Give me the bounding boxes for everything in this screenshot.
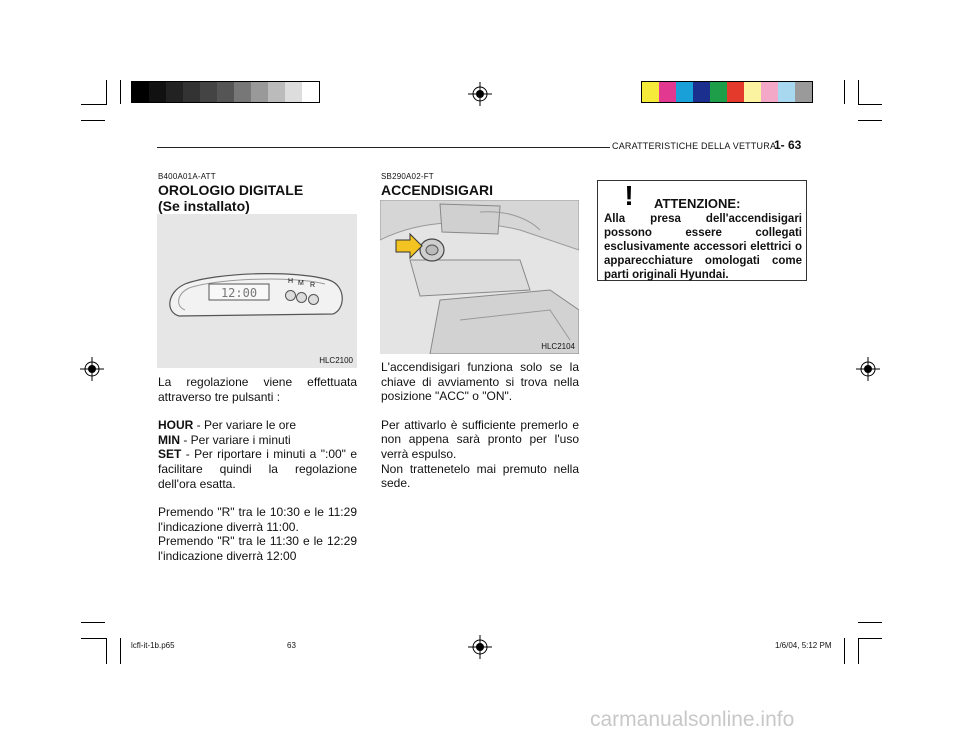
- section-title-clock: [158, 182, 303, 214]
- color-swatch: [727, 82, 744, 102]
- section-code: SB290A02-FT: [381, 172, 434, 181]
- color-swatch: [642, 82, 659, 102]
- paragraph: Non trattenetelo mai premuto nella sede.: [381, 461, 579, 491]
- color-swatch: [744, 82, 761, 102]
- color-swatch: [268, 82, 285, 102]
- paragraph: Premendo "R" tra le 10:30 e le 11:29 l'indicazione diverrà 11:00.: [158, 505, 357, 534]
- lighter-instructions: [381, 360, 579, 491]
- color-swatch: [693, 82, 710, 102]
- color-swatch: [234, 82, 251, 102]
- registration-mark-icon: [80, 357, 104, 381]
- color-swatch: [132, 82, 149, 102]
- reset-button-label: R: [310, 282, 316, 289]
- clock-figure: [157, 214, 357, 368]
- list-item: [158, 418, 357, 433]
- color-swatch: [149, 82, 166, 102]
- color-swatch: [200, 82, 217, 102]
- item-text: - Per variare le ore: [193, 418, 297, 433]
- figure-code: HLC2104: [541, 342, 575, 351]
- warning-title: ATTENZIONE:: [654, 196, 741, 211]
- page-number: 1- 63: [774, 138, 802, 152]
- footer-page: 63: [287, 641, 296, 650]
- footer-file: lcfl-it-1b.p65: [131, 641, 175, 650]
- color-swatch: [795, 82, 812, 102]
- hour-button[interactable]: [285, 290, 296, 301]
- header-rule: [157, 147, 610, 148]
- section-title-lighter: ACCENDISIGARI: [381, 182, 494, 198]
- color-swatch: [659, 82, 676, 102]
- title-line: OROLOGIO DIGITALE: [158, 182, 304, 198]
- lighter-figure: [380, 200, 579, 354]
- warning-text: Alla presa dell'accendisigari possono essere collegati esclusivamente accessori elettrici o apparecchiature omologati come parti originali Hyundai.: [604, 213, 802, 281]
- color-swatch: [710, 82, 727, 102]
- color-swatch: [778, 82, 795, 102]
- registration-mark-icon: [856, 357, 880, 381]
- registration-mark-icon: [468, 635, 492, 659]
- item-key: MIN: [158, 432, 180, 447]
- color-swatch: [761, 82, 778, 102]
- registration-mark-icon: [468, 82, 492, 106]
- reset-button[interactable]: [308, 294, 319, 305]
- warning-exclamation-icon: [616, 179, 642, 209]
- item-text: - Per riportare i minuti a ":00" e facilitare quindi la regolazione dell'ora esatta.: [158, 447, 357, 491]
- footer-date: 1/6/04, 5:12 PM: [775, 641, 832, 650]
- list-item: [158, 433, 357, 448]
- paragraph: Per attivarlo è sufficiente premerlo e non appena sarà pronto per l'uso verrà espulso.: [381, 417, 579, 461]
- intro-paragraph: La regolazione viene effettuata attraverso tre pulsanti :: [158, 375, 357, 404]
- color-swatch: [285, 82, 302, 102]
- color-swatch: [251, 82, 268, 102]
- title-subline: (Se installato): [158, 198, 250, 214]
- cigarette-lighter-illustration: [380, 200, 579, 354]
- color-calibration-bar: [641, 81, 813, 103]
- section-title: CARATTERISTICHE DELLA VETTURA: [612, 141, 777, 151]
- paragraph: Premendo "R" tra le 11:30 e le 12:29 l'indicazione diverrà 12:00: [158, 534, 357, 563]
- list-item: [158, 447, 357, 491]
- min-button-label: M: [298, 280, 304, 287]
- grayscale-bar: [131, 81, 320, 103]
- warning-icon-glyph: !: [624, 180, 634, 209]
- warning-box: [597, 180, 807, 281]
- hour-button-label: H: [288, 278, 294, 285]
- color-swatch: [217, 82, 234, 102]
- color-swatch: [676, 82, 693, 102]
- item-key: HOUR: [158, 418, 194, 433]
- color-swatch: [302, 82, 319, 102]
- clock-instructions: [158, 375, 357, 564]
- watermark: carmanualsonline.info: [590, 708, 795, 731]
- color-swatch: [183, 82, 200, 102]
- min-button[interactable]: [296, 292, 307, 303]
- digital-clock-illustration: [157, 214, 357, 368]
- color-swatch: [166, 82, 183, 102]
- clock-display-text: 12:00: [220, 286, 258, 300]
- item-text: - Per variare i minuti: [180, 432, 291, 447]
- figure-code: HLC2100: [319, 356, 353, 365]
- paragraph: L'accendisigari funziona solo se la chiave di avviamento si trova nella posizione "ACC" o "ON".: [381, 360, 579, 404]
- item-key: SET: [158, 447, 182, 462]
- section-code: B400A01A-ATT: [158, 172, 216, 181]
